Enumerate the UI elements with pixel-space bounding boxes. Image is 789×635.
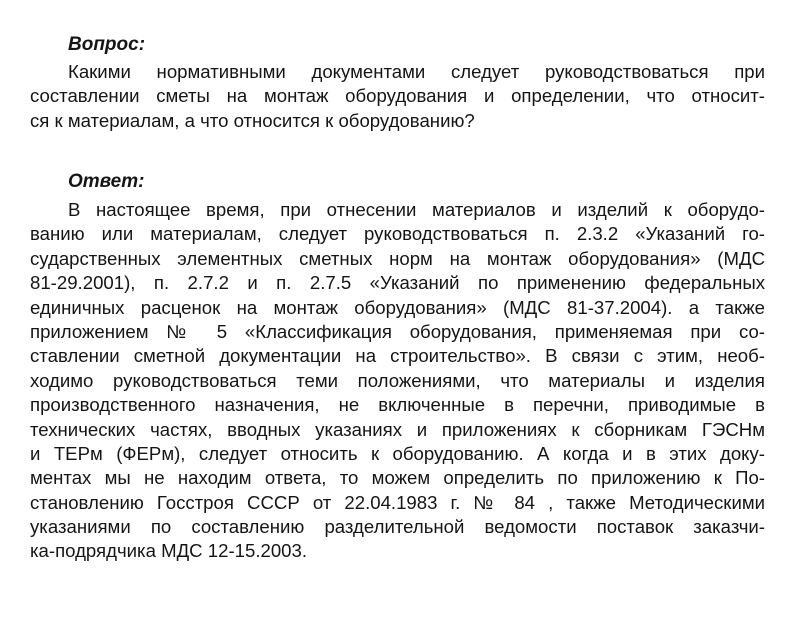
answer-paragraph	[30, 198, 765, 564]
answer-line: и ТЕРм (ФЕРм), следует относить к оборудованию. А когда и в этих доку-	[30, 442, 765, 464]
question-line: ся к материалам, а что относится к оборудованию?	[30, 109, 475, 131]
answer-line: указаниями по составлению разделительной ведомости поставок заказчи-	[30, 516, 765, 538]
question-line: Какими нормативными документами следует руководствоваться при	[68, 61, 765, 82]
answer-line: сударственных элементных сметных норм на монтаж оборудования» (МДС	[30, 247, 765, 269]
answer-line: ка-подрядчика МДС 12-15.2003.	[30, 540, 308, 562]
answer-line: ходимо руководствоваться теми положениями, что материалы и изделия	[30, 369, 765, 391]
answer-line: технических частях, вводных указаниях и приложениях к сборникам ГЭСНм	[30, 418, 765, 440]
answer-heading: Ответ:	[68, 171, 145, 192]
answer-line: производственного назначения, не включенные в перечни, приводимые в	[30, 394, 765, 416]
question-paragraph	[30, 60, 765, 133]
answer-line: приложением № 5 «Классификация оборудования, применяемая при со-	[30, 320, 765, 342]
answer-line: ментах мы не находим ответа, то можем определить по приложению к По-	[30, 467, 765, 489]
answer-line: В настоящее время, при отнесении материалов и изделий к оборудо-	[68, 199, 765, 220]
answer-line: ванию или материалам, следует руководствоваться п. 2.3.2 «Указаний го-	[30, 223, 765, 245]
question-line: составлении сметы на монтаж оборудования и определении, что относит-	[30, 85, 765, 107]
question-heading: Вопрос:	[68, 34, 146, 55]
answer-line: 81-29.2001), п. 2.7.2 и п. 2.7.5 «Указаний по применению федеральных	[30, 272, 765, 294]
answer-line: ставлении сметной документации на строительство». В связи с этим, необ-	[30, 345, 765, 367]
answer-line: единичных расценок на монтаж оборудования» (МДС 81-37.2004). а также	[30, 296, 765, 318]
answer-line: становлению Госстроя СССР от 22.04.1983 г. № 84 , также Методическими	[30, 491, 765, 513]
